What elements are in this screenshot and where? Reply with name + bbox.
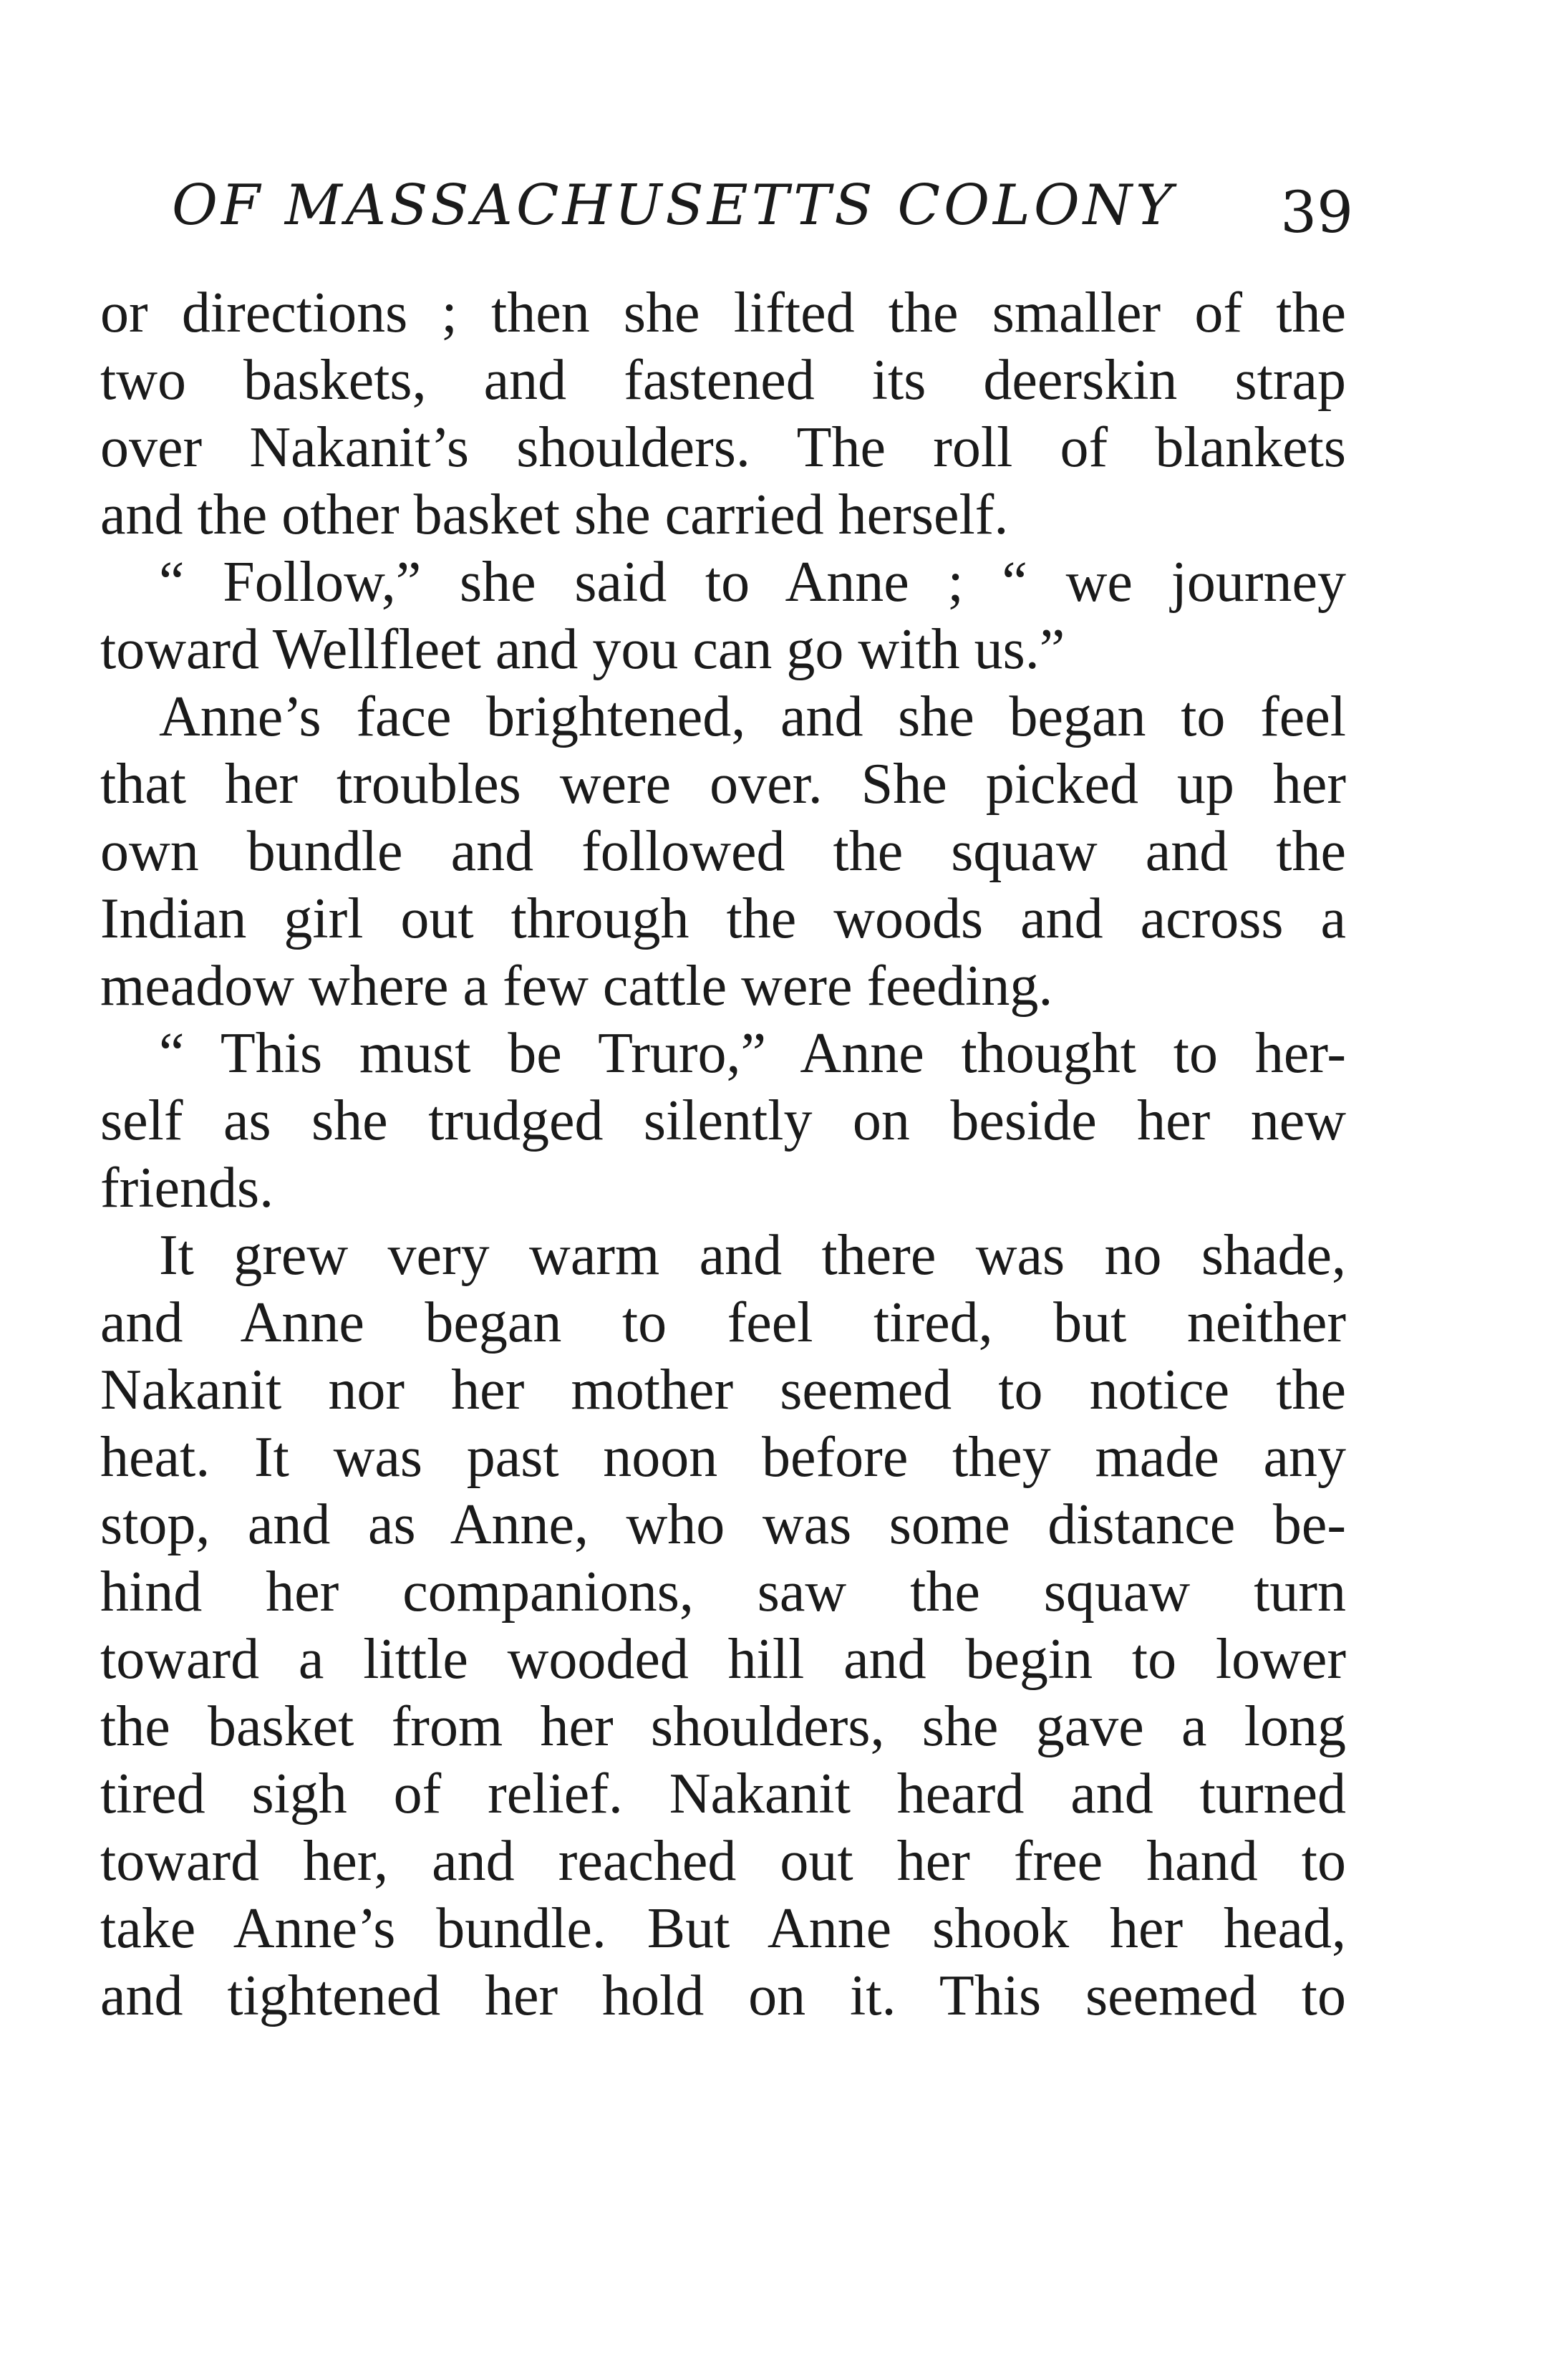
text-line: friends. <box>100 1157 274 1220</box>
text-line: take Anne’s bundle. But Anne shook her head, <box>100 1897 1346 1960</box>
text-line: self as she trudged silently on beside her new <box>100 1089 1346 1152</box>
text-line: Anne’s face brightened, and she began to feel <box>159 685 1346 748</box>
text-line: “ This must be Truro,” Anne thought to her- <box>159 1022 1346 1085</box>
text-line: or directions ; then she lifted the smaller of the <box>100 281 1346 344</box>
text-line: toward Wellfleet and you can go with us.” <box>100 618 1065 681</box>
text-line: tired sigh of relief. Nakanit heard and turned <box>100 1762 1346 1825</box>
running-head <box>172 166 1353 245</box>
text-line: own bundle and followed the squaw and the <box>100 820 1346 883</box>
text-line: and the other basket she carried herself. <box>100 483 1009 546</box>
text-line: toward her, and reached out her free hand to <box>100 1830 1346 1893</box>
text-line: that her troubles were over. She picked up her <box>100 753 1346 816</box>
running-title: OF MASSACHUSETTS COLONY <box>172 173 1176 238</box>
text-line: over Nakanit’s shoulders. The roll of blankets <box>100 416 1346 479</box>
text-line: It grew very warm and there was no shade, <box>159 1224 1346 1287</box>
page-number: 39 <box>1280 179 1353 246</box>
body-text <box>100 279 1346 2030</box>
text-line: Indian girl out through the woods and across a <box>100 887 1346 950</box>
text-line: heat. It was past noon before they made any <box>100 1426 1346 1489</box>
text-line: two baskets, and fastened its deerskin strap <box>100 349 1346 412</box>
text-line: Nakanit nor her mother seemed to notice the <box>100 1359 1346 1422</box>
text-line: hind her companions, saw the squaw turn <box>100 1560 1346 1624</box>
text-line: the basket from her shoulders, she gave a long <box>100 1695 1346 1758</box>
text-line: meadow where a few cattle were feeding. <box>100 955 1053 1018</box>
text-line: stop, and as Anne, who was some distance be- <box>100 1493 1346 1556</box>
text-line: “ Follow,” she said to Anne ; “ we journey <box>159 551 1346 614</box>
text-line: and tightened her hold on it. This seemed to <box>100 1964 1346 2027</box>
text-line: toward a little wooded hill and begin to lower <box>100 1628 1346 1691</box>
text-line: and Anne began to feel tired, but neither <box>100 1291 1346 1354</box>
